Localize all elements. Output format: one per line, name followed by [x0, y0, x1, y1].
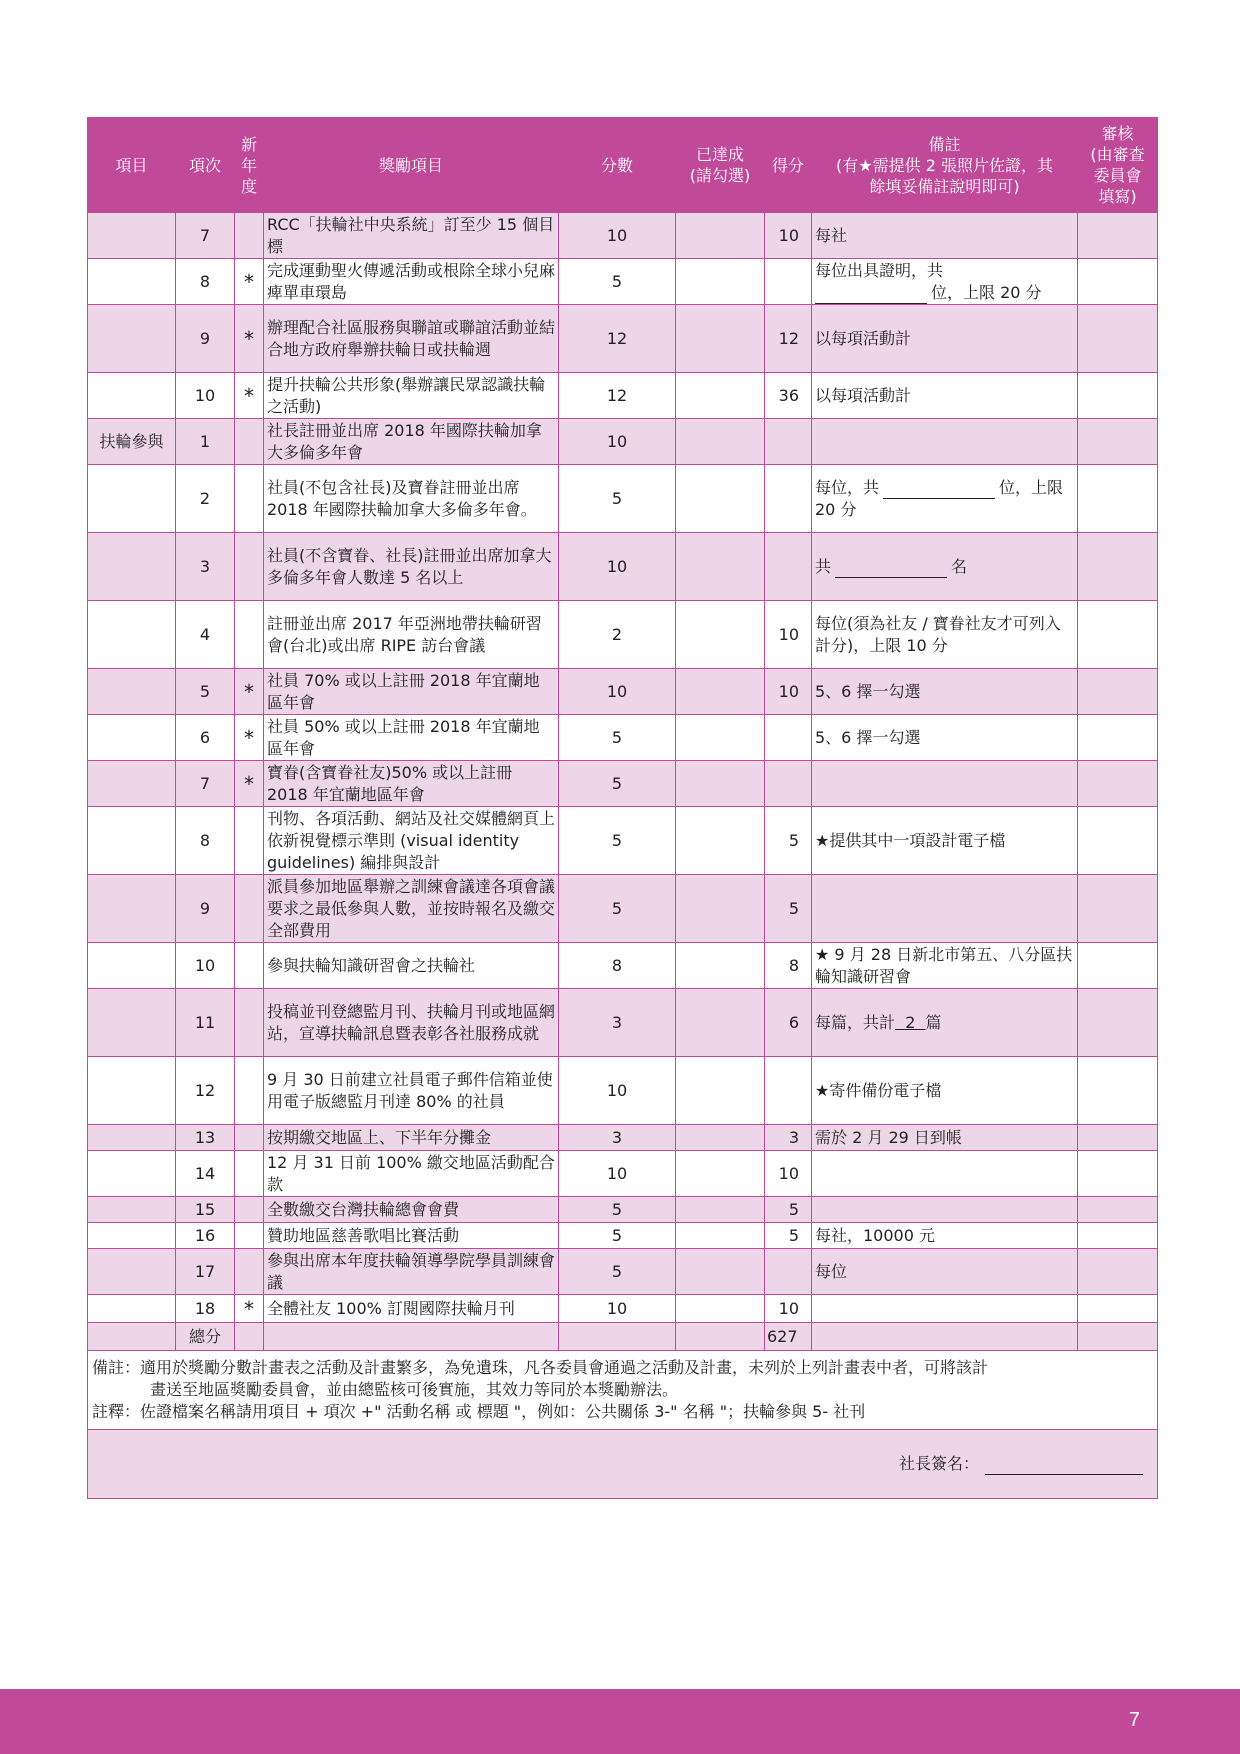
item-number: 10 [176, 373, 235, 419]
header-item: 項目 [88, 118, 176, 213]
score-value: 5 [559, 715, 676, 761]
remark-blank-line[interactable] [883, 482, 995, 499]
category-cell [88, 465, 176, 533]
total-label: 總分 [176, 1323, 235, 1351]
item-number: 5 [176, 669, 235, 715]
achieved-checkbox-cell[interactable] [676, 761, 765, 807]
table-row [88, 715, 1158, 761]
remark-note-label: 備註： [92, 1358, 141, 1377]
review-cell [1078, 1057, 1158, 1125]
award-item: 提升扶輪公共形象(舉辦讓民眾認識扶輪之活動) [264, 373, 559, 419]
new-year-mark [235, 213, 264, 259]
table-row [88, 1295, 1158, 1323]
remark-prefix: 共 [815, 556, 832, 576]
award-item: 社員 50% 或以上註冊 2018 年宜蘭地區年會 [264, 715, 559, 761]
category-cell [88, 669, 176, 715]
remark-blank-line[interactable] [815, 287, 927, 304]
score-value: 5 [559, 259, 676, 305]
table-row [88, 1249, 1158, 1295]
new-year-mark [235, 465, 264, 533]
remark-cell [812, 1295, 1078, 1323]
remark-cell [812, 989, 1078, 1057]
table-row [88, 1223, 1158, 1249]
remark-cell: 每社 [812, 213, 1078, 259]
page-number: 7 [1128, 1709, 1140, 1731]
total-value: 627 [765, 1323, 812, 1351]
item-number: 9 [176, 875, 235, 943]
new-year-mark: * [235, 1295, 264, 1323]
category-cell [88, 1249, 176, 1295]
header-no: 項次 [176, 118, 235, 213]
header-achieved: 已達成 (請勾選) [676, 118, 765, 213]
new-year-mark: * [235, 669, 264, 715]
achieved-checkbox-cell[interactable] [676, 1151, 765, 1197]
award-item: 辦理配合社區服務與聯誼或聯誼活動並結合地方政府舉辦扶輪日或扶輪週 [264, 305, 559, 373]
total-row [88, 1323, 1158, 1351]
achieved-checkbox-cell[interactable] [676, 1223, 765, 1249]
remark-cell [812, 1151, 1078, 1197]
remark-prefix: 每位出具證明，共 [815, 260, 944, 280]
score-value: 5 [559, 1223, 676, 1249]
item-number: 17 [176, 1249, 235, 1295]
earned-score [765, 715, 812, 761]
review-cell [1078, 259, 1158, 305]
remark-prefix: 每篇，共計 [815, 1012, 896, 1032]
notes-row [88, 1351, 1158, 1430]
achieved-checkbox-cell[interactable] [676, 807, 765, 875]
achieved-checkbox-cell[interactable] [676, 1057, 765, 1125]
signature-label: 社長簽名： [898, 1454, 979, 1473]
score-value: 10 [559, 669, 676, 715]
earned-score: 10 [765, 1295, 812, 1323]
category-cell [88, 943, 176, 989]
category-cell [88, 1057, 176, 1125]
award-item: 寶眷(含寶眷社友)50% 或以上註冊 2018 年宜蘭地區年會 [264, 761, 559, 807]
table-row [88, 533, 1158, 601]
category-cell [88, 259, 176, 305]
remark-suffix: 篇 [925, 1012, 942, 1032]
review-cell [1078, 419, 1158, 465]
remark-note [92, 1357, 1153, 1379]
remark-cell: 以每項活動計 [812, 305, 1078, 373]
review-cell [1078, 989, 1158, 1057]
remark-suffix: 位，上限 20 分 [931, 282, 1042, 302]
review-cell [1078, 1151, 1158, 1197]
remark-suffix: 位，上限 20 分 [815, 477, 1064, 519]
new-year-mark [235, 1057, 264, 1125]
award-item: 社員(不含寶眷、社長)註冊並出席加拿大多倫多年會人數達 5 名以上 [264, 533, 559, 601]
header-got: 得分 [765, 118, 812, 213]
remark-cell: 每社，10000 元 [812, 1223, 1078, 1249]
new-year-mark [235, 601, 264, 669]
new-year-mark [235, 1197, 264, 1223]
table-row [88, 1057, 1158, 1125]
remark-cell [812, 1197, 1078, 1223]
total-award-cell [264, 1323, 559, 1351]
item-number: 18 [176, 1295, 235, 1323]
award-item: 全數繳交台灣扶輪總會會費 [264, 1197, 559, 1223]
signature-cell [88, 1430, 1158, 1499]
achieved-checkbox-cell[interactable] [676, 373, 765, 419]
remark-cell [812, 875, 1078, 943]
remark-cell: 每位(須為社友 / 寶眷社友才可列入計分)，上限 10 分 [812, 601, 1078, 669]
new-year-mark: * [235, 259, 264, 305]
remark-note-line2: 畫送至地區獎勵委員會，並由總監核可後實施，其效力等同於本獎勵辦法。 [150, 1380, 679, 1399]
award-item: 按期繳交地區上、下半年分攤金 [264, 1125, 559, 1151]
annotation-note: 註釋：佐證檔案名稱請用項目 + 項次 +" 活動名稱 或 標題 "，例如：公共關係 3-" 名稱 "；扶輪參與 5- 社刊 [92, 1402, 866, 1421]
category-cell [88, 807, 176, 875]
remark-cell [812, 419, 1078, 465]
achieved-checkbox-cell[interactable] [676, 533, 765, 601]
award-item: 全體社友 100% 訂閱國際扶輪月刊 [264, 1295, 559, 1323]
award-item: 參與出席本年度扶輪領導學院學員訓練會議 [264, 1249, 559, 1295]
notes-cell [88, 1351, 1158, 1430]
award-item: 註冊並出席 2017 年亞洲地帶扶輪研習會(台北)或出席 RIPE 訪台會議 [264, 601, 559, 669]
new-year-mark [235, 533, 264, 601]
table-row [88, 1125, 1158, 1151]
remark-cell: ★寄件備份電子檔 [812, 1057, 1078, 1125]
category-cell [88, 1151, 176, 1197]
score-value: 12 [559, 305, 676, 373]
review-cell [1078, 1249, 1158, 1295]
earned-score: 10 [765, 669, 812, 715]
score-value: 5 [559, 1249, 676, 1295]
review-cell [1078, 213, 1158, 259]
header-award: 獎勵項目 [264, 118, 559, 213]
table-row [88, 943, 1158, 989]
remark-prefix: 每位，共 [815, 477, 880, 497]
review-cell [1078, 1223, 1158, 1249]
category-cell [88, 533, 176, 601]
item-number: 13 [176, 1125, 235, 1151]
new-year-mark: * [235, 305, 264, 373]
review-cell [1078, 305, 1158, 373]
remark-suffix: 名 [951, 556, 968, 576]
remark-note-line1: 適用於獎勵分數計畫表之活動及計畫繁多，為免遺珠，凡各委員會通過之活動及計畫，未列於上列計畫表中者，可將該計 [140, 1358, 989, 1377]
score-value: 5 [559, 875, 676, 943]
review-cell [1078, 943, 1158, 989]
remark-cell: ★提供其中一項設計電子檔 [812, 807, 1078, 875]
category-cell [88, 213, 176, 259]
award-item: 社員(不包含社長)及寶眷註冊並出席 2018 年國際扶輪加拿大多倫多年會。 [264, 465, 559, 533]
review-cell [1078, 1295, 1158, 1323]
item-number: 6 [176, 715, 235, 761]
new-year-mark [235, 1125, 264, 1151]
earned-score: 10 [765, 213, 812, 259]
remark-cell: 以每項活動計 [812, 373, 1078, 419]
achieved-checkbox-cell[interactable] [676, 1125, 765, 1151]
review-cell [1078, 761, 1158, 807]
item-number: 10 [176, 943, 235, 989]
score-value: 5 [559, 1197, 676, 1223]
achieved-checkbox-cell[interactable] [676, 213, 765, 259]
review-cell [1078, 1197, 1158, 1223]
table-row [88, 601, 1158, 669]
signature-row [88, 1430, 1158, 1499]
earned-score: 3 [765, 1125, 812, 1151]
earned-score: 36 [765, 373, 812, 419]
item-number: 1 [176, 419, 235, 465]
new-year-mark [235, 419, 264, 465]
category-cell [88, 761, 176, 807]
new-year-mark [235, 1151, 264, 1197]
category-cell [88, 1125, 176, 1151]
table-row [88, 761, 1158, 807]
earned-score [765, 1249, 812, 1295]
remark-cell: 需於 2 月 29 日到帳 [812, 1125, 1078, 1151]
item-number: 7 [176, 761, 235, 807]
total-item-cell [88, 1323, 176, 1351]
table-row [88, 465, 1158, 533]
category-cell [88, 1223, 176, 1249]
achieved-checkbox-cell[interactable] [676, 943, 765, 989]
review-cell [1078, 373, 1158, 419]
category-cell [88, 989, 176, 1057]
achieved-checkbox-cell[interactable] [676, 1249, 765, 1295]
award-item: 完成運動聖火傳遞活動或根除全球小兒麻痺單車環島 [264, 259, 559, 305]
achieved-checkbox-cell[interactable] [676, 465, 765, 533]
table-row [88, 1151, 1158, 1197]
item-number: 7 [176, 213, 235, 259]
achieved-checkbox-cell[interactable] [676, 715, 765, 761]
category-cell [88, 1197, 176, 1223]
table-row [88, 1197, 1158, 1223]
category-cell [88, 601, 176, 669]
table-row [88, 305, 1158, 373]
achieved-checkbox-cell[interactable] [676, 259, 765, 305]
earned-score: 10 [765, 601, 812, 669]
score-value: 5 [559, 465, 676, 533]
score-value: 10 [559, 1057, 676, 1125]
earned-score: 8 [765, 943, 812, 989]
score-value: 2 [559, 601, 676, 669]
earned-score: 5 [765, 875, 812, 943]
earned-score: 5 [765, 1223, 812, 1249]
new-year-mark [235, 1223, 264, 1249]
new-year-mark: * [235, 373, 264, 419]
award-item: RCC「扶輪社中央系統」訂至少 15 個目標 [264, 213, 559, 259]
item-number: 12 [176, 1057, 235, 1125]
achieved-checkbox-cell[interactable] [676, 601, 765, 669]
new-year-mark [235, 989, 264, 1057]
category-cell [88, 715, 176, 761]
award-item: 參與扶輪知識研習會之扶輪社 [264, 943, 559, 989]
new-year-mark [235, 1249, 264, 1295]
earned-score: 10 [765, 1151, 812, 1197]
award-item: 投稿並刊登總監月刊、扶輪月刊或地區網站，宣導扶輪訊息暨表彰各社服務成就 [264, 989, 559, 1057]
achieved-checkbox-cell[interactable] [676, 305, 765, 373]
new-year-mark [235, 943, 264, 989]
new-year-mark [235, 807, 264, 875]
score-value: 12 [559, 373, 676, 419]
score-value: 10 [559, 213, 676, 259]
review-cell [1078, 875, 1158, 943]
table-header-row [88, 118, 1158, 213]
category-cell [88, 875, 176, 943]
score-value: 10 [559, 533, 676, 601]
category-cell [88, 305, 176, 373]
item-number: 14 [176, 1151, 235, 1197]
award-score-table [87, 117, 1158, 1499]
review-cell [1078, 715, 1158, 761]
signature-blank[interactable] [985, 1456, 1143, 1475]
review-cell [1078, 807, 1158, 875]
table-row [88, 807, 1158, 875]
achieved-checkbox-cell[interactable] [676, 875, 765, 943]
new-year-mark [235, 875, 264, 943]
header-score: 分數 [559, 118, 676, 213]
item-number: 2 [176, 465, 235, 533]
earned-score [765, 259, 812, 305]
item-number: 9 [176, 305, 235, 373]
achieved-checkbox-cell[interactable] [676, 419, 765, 465]
remark-cell: 每位 [812, 1249, 1078, 1295]
achieved-checkbox-cell[interactable] [676, 989, 765, 1057]
earned-score: 5 [765, 1197, 812, 1223]
header-new-year: 新 年 度 [235, 118, 264, 213]
table-row [88, 989, 1158, 1057]
remark-cell [812, 761, 1078, 807]
table-row [88, 669, 1158, 715]
earned-score [765, 465, 812, 533]
award-item: 派員參加地區舉辦之訓練會議達各項會議要求之最低參與人數，並按時報名及繳交全部費用 [264, 875, 559, 943]
total-star-cell [235, 1323, 264, 1351]
review-cell [1078, 1125, 1158, 1151]
earned-score [765, 1057, 812, 1125]
earned-score [765, 419, 812, 465]
achieved-checkbox-cell[interactable] [676, 1197, 765, 1223]
remark-cell: 5、6 擇一勾選 [812, 669, 1078, 715]
table-row [88, 875, 1158, 943]
award-item: 社長註冊並出席 2018 年國際扶輪加拿大多倫多年會 [264, 419, 559, 465]
review-cell [1078, 601, 1158, 669]
item-number: 11 [176, 989, 235, 1057]
total-score-cell [559, 1323, 676, 1351]
category-cell: 扶輪參與 [88, 419, 176, 465]
score-value: 5 [559, 761, 676, 807]
score-value: 3 [559, 1125, 676, 1151]
item-number: 4 [176, 601, 235, 669]
review-cell [1078, 533, 1158, 601]
item-number: 15 [176, 1197, 235, 1223]
new-year-mark: * [235, 761, 264, 807]
category-cell [88, 373, 176, 419]
score-value: 10 [559, 419, 676, 465]
remark-cell: ★ 9 月 28 日新北市第五、八分區扶輪知識研習會 [812, 943, 1078, 989]
achieved-checkbox-cell[interactable] [676, 669, 765, 715]
item-number: 8 [176, 807, 235, 875]
score-value: 5 [559, 807, 676, 875]
header-remark: 備註 (有★需提供 2 張照片佐證，其 餘填妥備註說明即可) [812, 118, 1078, 213]
item-number: 3 [176, 533, 235, 601]
table-row [88, 419, 1158, 465]
award-item: 刊物、各項活動、網站及社交媒體網頁上依新視覺標示準則 (visual identity guidelines) 編排與設計 [264, 807, 559, 875]
header-review: 審核 (由審查 委員會 填寫) [1078, 118, 1158, 213]
new-year-mark: * [235, 715, 264, 761]
earned-score [765, 761, 812, 807]
achieved-checkbox-cell[interactable] [676, 1295, 765, 1323]
score-value: 10 [559, 1295, 676, 1323]
table-row [88, 213, 1158, 259]
earned-score [765, 533, 812, 601]
award-item: 社員 70% 或以上註冊 2018 年宜蘭地區年會 [264, 669, 559, 715]
total-review-cell [1078, 1323, 1158, 1351]
review-cell [1078, 465, 1158, 533]
remark-cell: 5、6 擇一勾選 [812, 715, 1078, 761]
total-achieved-cell [676, 1323, 765, 1351]
review-cell [1078, 669, 1158, 715]
remark-cell [812, 533, 1078, 601]
score-value: 10 [559, 1151, 676, 1197]
total-remark-cell [812, 1323, 1078, 1351]
table-row [88, 259, 1158, 305]
remark-cell [812, 259, 1078, 305]
score-value: 3 [559, 989, 676, 1057]
item-number: 16 [176, 1223, 235, 1249]
award-item: 9 月 30 日前建立社員電子郵件信箱並使用電子版總監月刊達 80% 的社員 [264, 1057, 559, 1125]
footer-band [0, 1689, 1240, 1754]
item-number: 8 [176, 259, 235, 305]
award-item: 贊助地區慈善歌唱比賽活動 [264, 1223, 559, 1249]
score-value: 8 [559, 943, 676, 989]
category-cell [88, 1295, 176, 1323]
award-item: 12 月 31 日前 100% 繳交地區活動配合款 [264, 1151, 559, 1197]
table-row [88, 373, 1158, 419]
remark-fill-value: 2 [895, 1012, 926, 1032]
remark-blank-line[interactable] [835, 561, 947, 578]
earned-score: 5 [765, 807, 812, 875]
earned-score: 6 [765, 989, 812, 1057]
earned-score: 12 [765, 305, 812, 373]
remark-cell [812, 465, 1078, 533]
